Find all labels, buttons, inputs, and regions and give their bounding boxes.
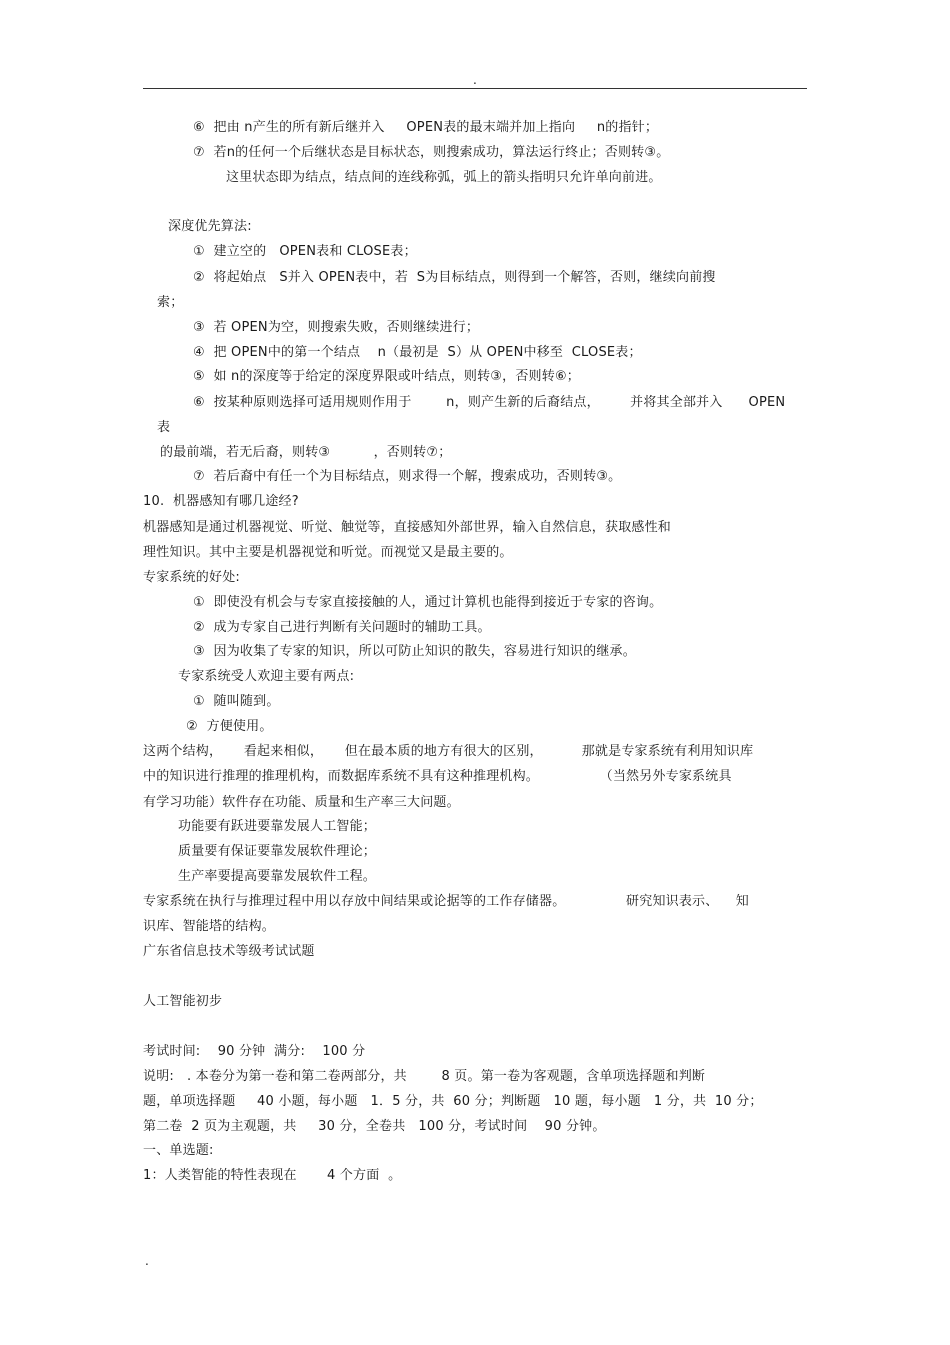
text-line: 考试时间: 90 分钟 满分: 100 分 [143,1044,366,1059]
text-line: 1：人类智能的特性表现在 4 个方面 。 [143,1168,402,1183]
text-line: 表 [157,420,171,435]
text-line: 题，单项选择题 40 小题，每小题 1．5 分，共 60 分；判断题 10 题，每小题 1 分，共 10 分； [143,1094,763,1109]
text-line: 专家系统在执行与推理过程中用以存放中间结果或论据等的工作存储器。 研究知识表示、 知 [143,894,749,909]
text-line: ⑦ 若后裔中有任一个为目标结点，则求得一个解，搜索成功，否则转③。 [193,469,622,484]
footer-dot: . [145,1254,149,1268]
text-line: 的最前端，若无后裔，则转③ ，否则转⑦； [160,445,452,460]
text-line: 广东省信息技术等级考试试题 [143,944,315,959]
text-line: 第二卷 2 页为主观题，共 30 分，全卷共 100 分，考试时间 90 分钟。 [143,1119,606,1134]
text-line: ② 方便使用。 [186,719,273,734]
text-line: ⑤ 如 n的深度等于给定的深度界限或叶结点，则转③，否则转⑥； [193,369,580,384]
text-line: 人工智能初步 [143,994,223,1009]
text-line: ① 随叫随到。 [193,694,280,709]
text-line: ② 成为专家自己进行判断有关问题时的辅助工具。 [193,620,491,635]
text-line: 机器感知是通过机器视觉、听觉、触觉等，直接感知外部世界，输入自然信息，获取感性和 [143,520,672,535]
text-line: ⑥ 把由 n产生的所有新后继并入 OPEN表的最末端并加上指向 n的指针； [193,120,659,135]
text-line: 一、单选题: [143,1143,214,1158]
text-line: ① 即使没有机会与专家直接接触的人，通过计算机也能得到接近于专家的咨询。 [193,595,663,610]
text-line: ① 建立空的 OPEN表和 CLOSE表； [193,244,417,259]
text-line: 有学习功能）软件存在功能、质量和生产率三大问题。 [143,795,460,810]
header-rule [143,88,807,89]
text-line: 说明: . 本卷分为第一卷和第二卷两部分，共 8 页。第一卷为客观题，含单项选择题和判断 [143,1069,706,1084]
text-line: ⑦ 若n的任何一个后继状态是目标状态，则搜索成功，算法运行终止；否则转③。 [193,145,670,160]
text-line: 生产率要提高要靠发展软件工程。 [178,869,377,884]
text-line: ③ 若 OPEN为空，则搜索失败，否则继续进行； [193,320,480,335]
text-line: ⑥ 按某种原则选择可适用规则作用于 n，则产生新的后裔结点， 并将其全部并入 OPEN [193,395,786,410]
text-line: 理性知识。其中主要是机器视觉和听觉。而视觉又是最主要的。 [143,545,513,560]
text-line: 深度优先算法: [168,219,252,234]
text-line: 这两个结构， 看起来相似， 但在最本质的地方有很大的区别， 那就是专家系统有利用知识库 [143,744,754,759]
header-dot: . [473,73,477,87]
text-line: 索； [157,295,184,310]
text-line: 专家系统的好处: [143,570,240,585]
text-line: ② 将起始点 S并入 OPEN表中，若 S为目标结点，则得到一个解答，否则，继续向前搜 [193,270,716,285]
text-line: 功能要有跃进要靠发展人工智能； [178,819,377,834]
text-line: 这里状态即为结点，结点间的连线称弧，弧上的箭头指明只允许单向前进。 [226,170,662,185]
text-line: 质量要有保证要靠发展软件理论； [178,844,377,859]
text-line: ③ 因为收集了专家的知识，所以可防止知识的散失，容易进行知识的继承。 [193,644,636,659]
text-line: 中的知识进行推理的推理机构，而数据库系统不具有这种推理机构。 （当然另外专家系统具 [143,769,732,784]
text-line: 专家系统受人欢迎主要有两点: [178,669,355,684]
text-line: ④ 把 OPEN中的第一个结点 n（最初是 S）从 OPEN中移至 CLOSE表； [193,345,642,360]
text-line: 10. 机器感知有哪几途经? [143,494,299,509]
text-line: 识库、智能塔的结构。 [143,919,276,934]
